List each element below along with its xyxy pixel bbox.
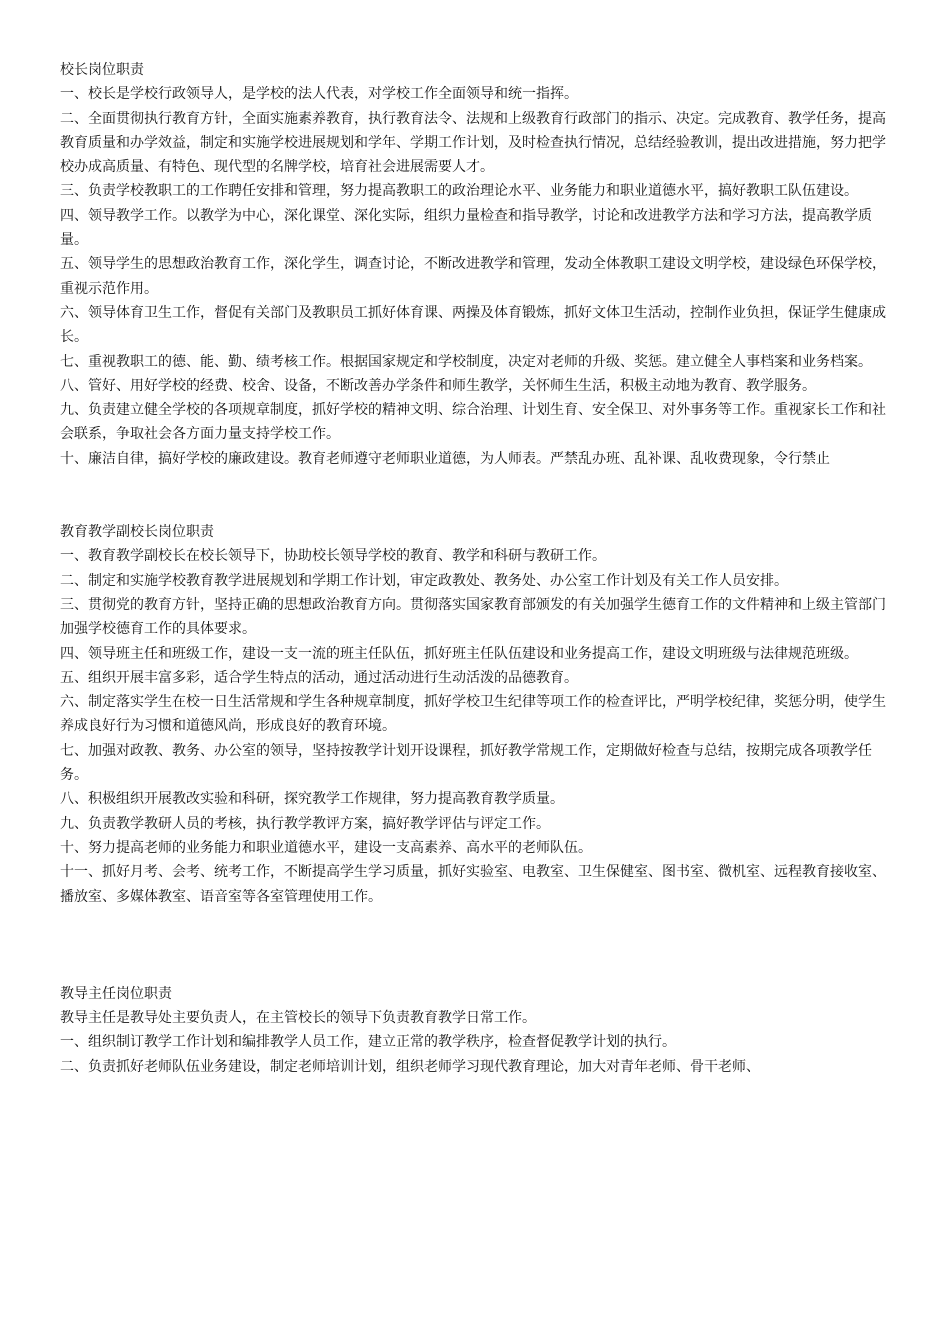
paragraph: 七、重视教职工的德、能、勤、绩考核工作。根据国家规定和学校制度，决定对老师的升级、奖惩。建立健全人事档案和业务档案。	[60, 353, 872, 370]
paragraph: 六、制定落实学生在校一日生活常规和学生各种规章制度，抓好学校卫生纪律等项工作的检查评比，严明学校纪律，奖惩分明，使学生养成良好行为习惯和道德风尚，形成良好的教育环境。	[60, 694, 886, 735]
paragraph: 五、领导学生的思想政治教育工作，深化学生，调查讨论，不断改进教学和管理，发动全体教职工建设文明学校，建设绿色环保学校，重视示范作用。	[60, 256, 886, 297]
paragraph: 二、负责抓好老师队伍业务建设，制定老师培训计划，组织老师学习现代教育理论，加大对青年老师、骨干老师、	[60, 1058, 760, 1075]
section-principal-duties	[60, 58, 894, 471]
paragraph: 三、贯彻党的教育方针，坚持正确的思想政治教育方向。贯彻落实国家教育部颁发的有关加强学生德育工作的文件精神和上级主管部门加强学校德育工作的具体要求。	[60, 596, 886, 638]
paragraph: 二、全面贯彻执行教育方针，全面实施素养教育，执行教育法令、法规和上级教育行政部门的指示、决定。完成教育、教学任务，提高教育质量和办学效益，制定和实施学校进展规划和学年、学期工作计划，及时检查执行情况，总结经验教训，提出改进措施，努力把学校办成高质量、有特色、现代型的名牌学校，培育社会进展需要人才。	[60, 110, 886, 176]
paragraph: 一、校长是学校行政领导人，是学校的法人代表，对学校工作全面领导和统一指挥。	[60, 86, 578, 103]
paragraph: 三、负责学校教职工的工作聘任安排和管理，努力提高教职工的政治理论水平、业务能力和职业道德水平，搞好教职工队伍建设。	[60, 183, 858, 200]
section-spacer	[60, 909, 894, 982]
paragraph: 五、组织开展丰富多彩，适合学生特点的活动，通过活动进行生动活泼的品德教育。	[60, 669, 578, 686]
paragraph: 七、加强对政教、教务、办公室的领导，坚持按教学计划开设课程，抓好教学常规工作，定期做好检查与总结，按期完成各项教学任务。	[60, 742, 872, 784]
section-title: 校长岗位职责	[60, 62, 144, 78]
paragraph: 八、积极组织开展教改实验和科研，探究教学工作规律，努力提高教育教学质量。	[60, 791, 564, 808]
paragraph: 四、领导教学工作。以教学为中心，深化课堂、深化实际，组织力量检查和指导教学，讨论和改进教学方法和学习方法，提高教学质量。	[60, 207, 872, 249]
paragraph: 二、制定和实施学校教育教学进展规划和学期工作计划，审定政教处、教务处、办公室工作计划及有关工作人员安排。	[60, 572, 788, 589]
paragraph: 教导主任是教导处主要负责人，在主管校长的领导下负责教育教学日常工作。	[60, 1010, 536, 1027]
paragraph: 十一、抓好月考、会考、统考工作，不断提高学生学习质量，抓好实验室、电教室、卫生保健室、图书室、微机室、远程教育接收室、播放室、多媒体教室、语音室等各室管理使用工作。	[60, 864, 886, 905]
section-vice-principal-duties	[60, 520, 894, 909]
section-dean-duties	[60, 982, 894, 1079]
paragraph: 四、领导班主任和班级工作，建设一支一流的班主任队伍，抓好班主任队伍建设和业务提高工作，建设文明班级与法律规范班级。	[60, 645, 858, 662]
paragraph: 十、廉洁自律，搞好学校的廉政建设。教育老师遵守老师职业道德，为人师表。严禁乱办班、乱补课、乱收费现象，令行禁止	[60, 450, 830, 467]
paragraph: 十、努力提高老师的业务能力和职业道德水平，建设一支高素养、高水平的老师队伍。	[60, 839, 592, 856]
paragraph: 九、负责建立健全学校的各项规章制度，抓好学校的精神文明、综合治理、计划生育、安全保卫、对外事务等工作。重视家长工作和社会联系，争取社会各方面力量支持学校工作。	[60, 402, 886, 443]
document-page	[60, 58, 894, 1079]
paragraph: 一、教育教学副校长在校长领导下，协助校长领导学校的教育、教学和科研与教研工作。	[60, 548, 606, 565]
section-title: 教育教学副校长岗位职责	[60, 524, 214, 541]
section-spacer	[60, 471, 894, 520]
paragraph: 六、领导体育卫生工作，督促有关部门及教职员工抓好体育课、两操及体育锻炼，抓好文体卫生活动，控制作业负担，保证学生健康成长。	[60, 304, 886, 346]
paragraph: 九、负责教学教研人员的考核，执行教学教评方案，搞好教学评估与评定工作。	[60, 815, 550, 832]
section-title: 教导主任岗位职责	[60, 985, 172, 1002]
paragraph: 一、组织制订教学工作计划和编排教学人员工作，建立正常的教学秩序，检查督促教学计划的执行。	[60, 1034, 676, 1051]
paragraph: 八、管好、用好学校的经费、校舍、设备，不断改善办学条件和师生教学，关怀师生生活，积极主动地为教育、教学服务。	[60, 377, 816, 394]
